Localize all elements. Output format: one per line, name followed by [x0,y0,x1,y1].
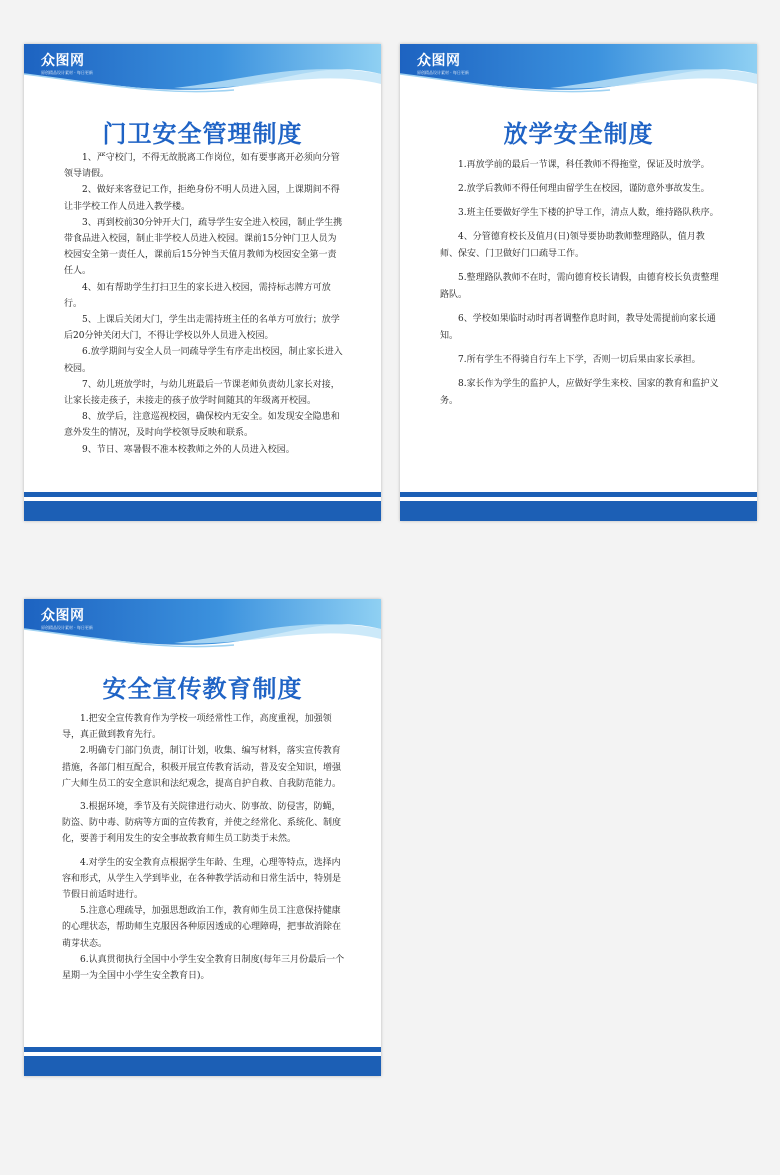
poster-title: 安全宣传教育制度 [102,675,303,703]
poster-gatekeeper-safety [24,44,381,521]
rules-list [62,711,345,984]
rule-item: 4、如有帮助学生打扫卫生的家长进入校园，需持标志牌方可放行。 [64,282,331,309]
rules-list [64,150,343,458]
rule-item: 7、幼儿班放学时，与幼儿班最后一节课老师负责幼儿家长对接，让家长接走孩子，未接走的孩子放学时间随其的年级离开校园。 [64,379,340,407]
rule-item: 7.所有学生不得骑自行车上下学，否则一切后果由家长承担。 [458,355,701,365]
poster-dismissal-safety [400,44,757,521]
rule-item: 5.注意心理疏导，加强思想政治工作，教育师生员工注意保持健康的心理状态，帮助师生克服因各种原因透成的心理障碍，把事故消除在萌芽状态。 [62,906,342,949]
rules-list [440,150,719,410]
rule-item: 6、学校如果临时动时再者调整作息时间，教导处需提前向家长通知。 [440,314,716,341]
brand-logo: 众图网 原创精品设计素材 · 每日更新 [417,53,469,75]
poster-safety-education [24,599,381,1076]
rule-item: 5.整理路队教师不在时，需向德育校长请假，由德育校长负责整理路队。 [440,273,719,300]
rule-item: 8、放学后，注意巡视校园，确保校内无安全。如发现安全隐患和意外发生的情况，及时向学校领导反映和联系。 [64,412,340,439]
rule-item: 9、节日、寒暑假不准本校教师之外的人员进入校园。 [82,444,295,455]
poster-title: 门卫安全管理制度 [102,120,303,148]
rule-item: 4、分管德育校长及值月(日)领导要协助教师整理路队，值月教师、保安、门卫做好门口疏导工作。 [440,232,705,259]
rule-item: 1、严守校门，不得无故脱离工作岗位，如有要事离开必须向分管领导请假。 [64,153,340,180]
rule-item: 3.班主任要做好学生下楼的护导工作，清点人数，维持路队秩序。 [458,208,719,218]
rule-item: 3.根据环境，季节及有关院律进行动火、防事故、防侵害，防蝇，防盗、防中毒、防病等方面的宣传教育，并使之经常化、系统化、制度化，要善于利用发生的安全事故教育师生员工防类于未然。 [62,802,342,845]
rule-item: 5、上课后关闭大门，学生出走需持班主任的名单方可放行；放学后20分钟关闭大门，不得让学校以外人员进入校园。 [64,315,340,342]
rule-item: 8.家长作为学生的监护人，应做好学生来校、国家的教育和监护义务。 [440,379,719,406]
rule-item: 3、再到校前30分钟开大门，疏导学生安全进入校园，制止学生携带食品进入校园，制止非学校人员进入校园。课前15分钟门卫人员为校园安全第一责任人，课前后15分钟当天值月教师为校园安全第一责任人。 [64,217,343,277]
rule-item: 1.再放学前的最后一节课，科任教师不得拖堂，保证及时放学。 [458,160,710,170]
rule-item: 6.认真贯彻执行全国中小学生安全教育日制度(每年三月份最后一个星期一为全国中小学生安全教育日)。 [62,954,345,982]
rule-item: 4.对学生的安全教育点根据学生年龄、生理，心理等特点，选择内容和形式，从学生入学到毕业，在各种教学活动和日常生活中，特别是节假日前适时进行。 [62,857,342,901]
rule-item: 1.把安全宣传教育作为学校一项经常性工作，高度重视，加强领导，真正做到教育先行。 [62,714,332,741]
footer-bar [24,492,381,521]
rule-item: 6.放学期间与安全人员一同疏导学生有序走出校园，制止家长进入校园。 [64,347,343,374]
poster-title: 放学安全制度 [503,120,654,148]
footer-bar [400,492,757,521]
brand-logo: 众图网 原创精品设计素材 · 每日更新 [41,53,93,75]
rule-item: 2.放学后教师不得任何理由留学生在校园，谨防意外事故发生。 [458,184,710,194]
rule-item: 2、做好来客登记工作，拒绝身份不明人员进入园，上课期间不得让非学校工作人员进入教学楼。 [64,185,340,212]
footer-bar [24,1047,381,1076]
rule-item: 2.明确专门部门负责，制订计划，收集、编写材料，落实宣传教育措施，各部门相互配合，积极开展宣传教育活动，普及安全知识，增强广大师生员工的安全意识和法纪观念，提高自护自救、自我防范能力。 [62,746,342,789]
brand-logo: 众图网 原创精品设计素材 · 每日更新 [41,608,93,630]
